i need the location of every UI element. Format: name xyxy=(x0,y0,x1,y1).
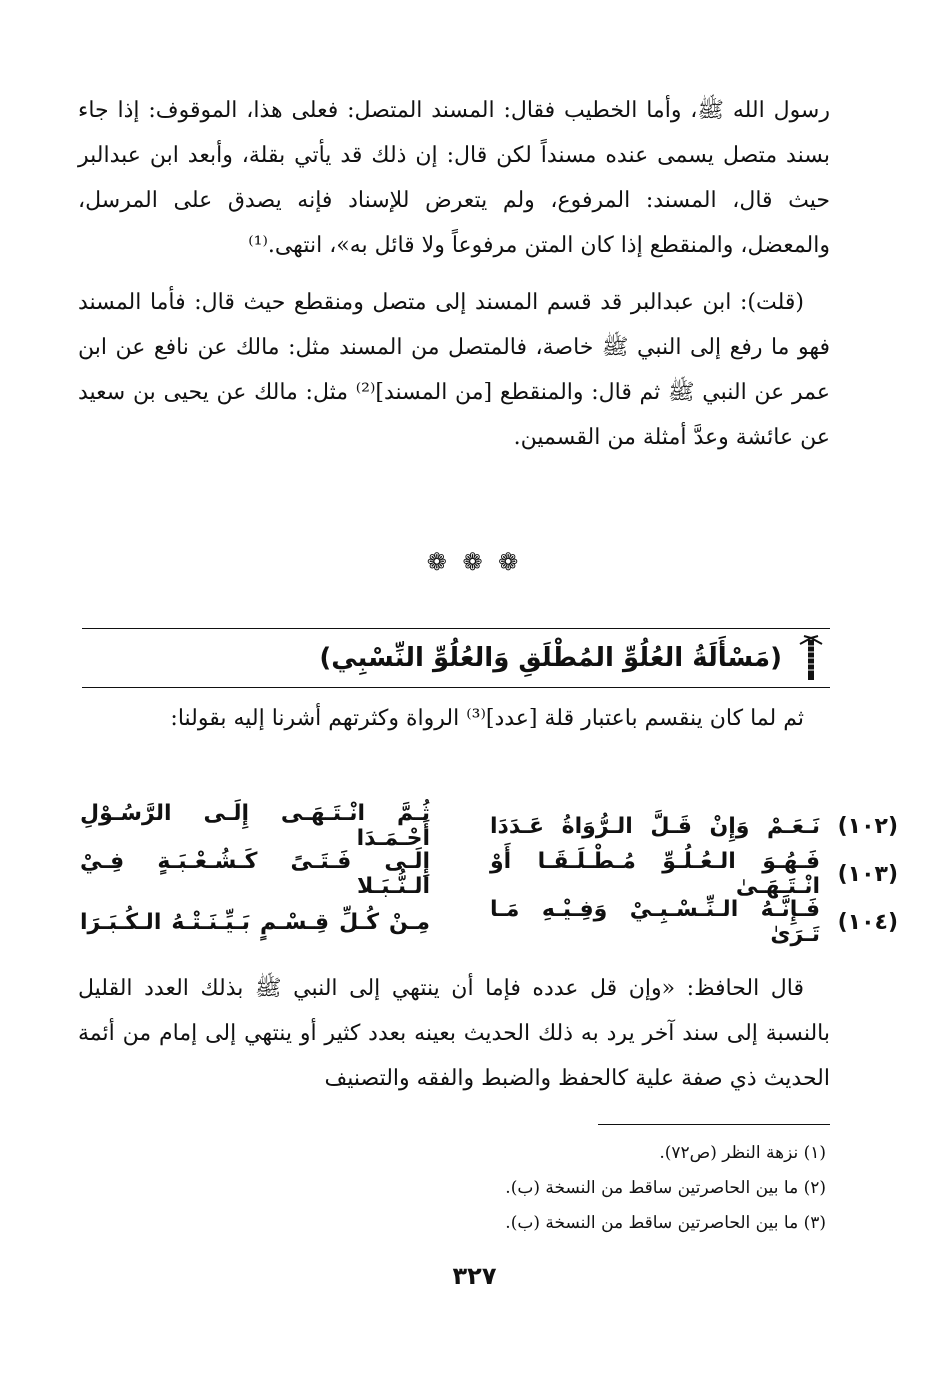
paragraph-after: قال الحافظ: «وإن قل عدده فإما أن ينتهي إلى النبي ﷺ بذلك العدد القليل بالنسبة إلى سند آخر يرد به ذلك الحديث بعينه بعدد كثير أو ينتهي إلى إمام من أئمة الحديث ذي صفة علية كالحفظ والضبط والفقه والتصنيف xyxy=(78,976,830,1091)
verse-number: (١٠٤) xyxy=(837,909,898,935)
section-title-box xyxy=(82,628,830,688)
verse-first-hemistich: فَـهُـوَ الـعُـلُـوِّ مُـطْـلَـقَـا أَوْ انْـتَـهَـىٰ xyxy=(490,849,820,899)
top-text-block xyxy=(78,88,830,460)
verse-second-hemistich: ثُـمَّ انْـتَـهَـى إِلَـى الرَّسُـوْلِ أَحْـمَـدَا xyxy=(80,801,430,851)
verse-first-hemistich: نَـعَـمْ وَإِنْ قَـلَّ الـرُّوَاةُ عَـدَدَا xyxy=(490,813,820,839)
footnote-1: (١) نزهة النظر (ص٧٢). xyxy=(659,1143,826,1163)
intro-paragraph: ثم لما كان ينقسم باعتبار قلة [عدد]⁽³⁾ الرواة وكثرتهم أشرنا إليه بقولنا: xyxy=(170,706,804,731)
paragraph-1: رسول الله ﷺ، وأما الخطيب فقال: المسند المتصل: فعلى هذا، الموقوف: إذا جاء بسند متصل يسمى عنده مسنداً لكن قال: إن ذلك قد يأتي بقلة، وأبعد ابن عبدالبر حيث قال، المسند: المرفوع، ولم يتعرض للإسناد فإنه يصدق على المرسل، والمعضل، والمنقطع إذا كان المتن مرفوعاً ولا قائل به»، انتهى.⁽¹⁾ xyxy=(78,98,830,258)
section-separator: ❁ ❁ ❁ xyxy=(426,548,523,576)
verse-row xyxy=(78,802,898,850)
paragraph-2: (قلت): ابن عبدالبر قد قسم المسند إلى متصل ومنقطع حيث قال: فأما المسند فهو ما رفع إلى النبي ﷺ خاصة، فالمتصل من المسند مثل: مالك عن نافع عن ابن عمر عن النبي ﷺ ثم قال: والمنقطع [من المسند]⁽²⁾ مثل: مالك عن يحيى بن سعيد عن عائشة وعدَّ أمثلة من القسمين. xyxy=(78,290,830,450)
footnotes xyxy=(78,1136,826,1241)
verse-second-hemistich: إِلَـى فَـتَـىً كَـشُـعْـبَـةٍ فِـيْ الـنُّـبَـلا xyxy=(80,849,430,899)
verse-number: (١٠٣) xyxy=(837,861,898,887)
verse-first-hemistich: فَـإِنَّـهُ الـنِّـسْـبِـيْ وَفِـيْـهِ مَـا تَـرَىٰ xyxy=(490,897,820,947)
verse-row xyxy=(78,850,898,898)
intro-block xyxy=(78,696,830,741)
verse-list xyxy=(78,802,898,946)
section-title: (مَسْأَلَةُ العُلُوِّ المُطْلَقِ وَالعُلُوِّ النِّسْبِي) xyxy=(319,643,782,673)
footnote-divider xyxy=(598,1124,830,1125)
verse-second-hemistich: مِـنْ كُـلِّ قِـسْـمٍ بَـيِّـنَـتْـهُ الـكُـبَـرَا xyxy=(80,909,430,935)
palm-ornament-icon xyxy=(796,634,826,682)
footnote-2: (٢) ما بين الحاصرتين ساقط من النسخة (ب). xyxy=(505,1178,826,1198)
after-verses-block xyxy=(78,966,830,1101)
verse-number: (١٠٢) xyxy=(837,813,898,839)
page-number: ٣٢٧ xyxy=(452,1262,497,1290)
footnote-3: (٣) ما بين الحاصرتين ساقط من النسخة (ب). xyxy=(505,1213,826,1233)
verse-row xyxy=(78,898,898,946)
